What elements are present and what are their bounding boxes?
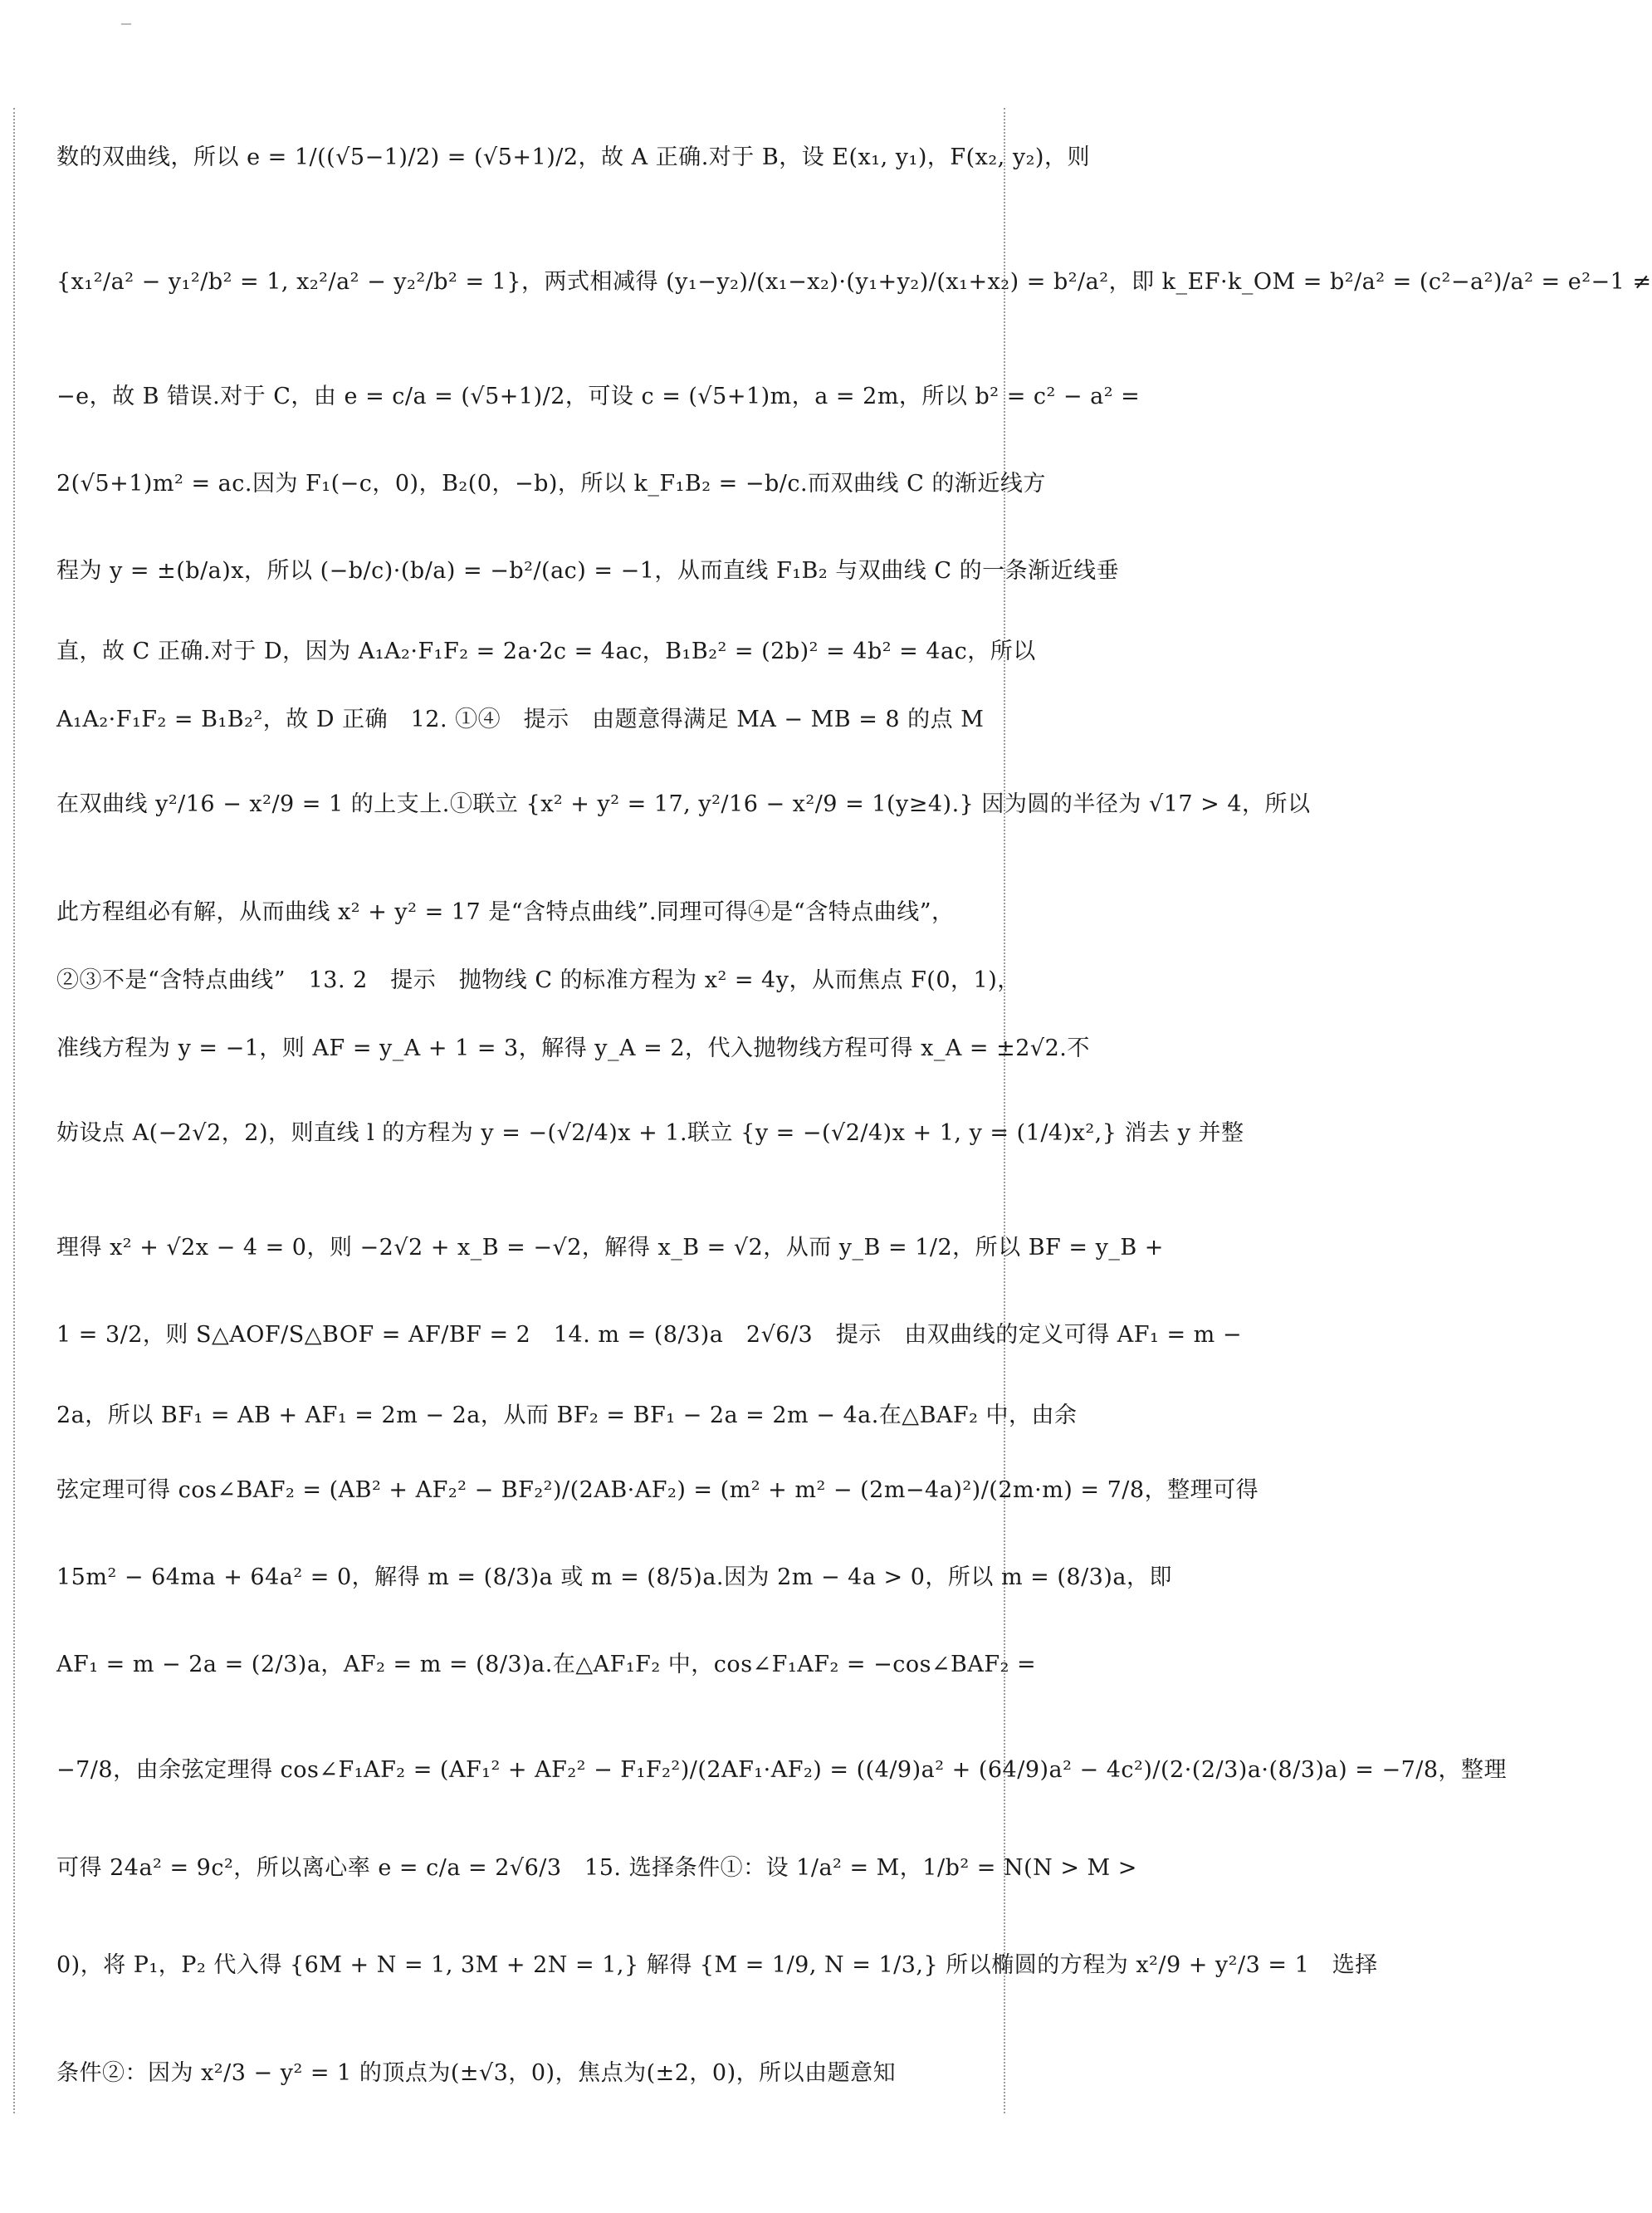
text-line: 数的双曲线，所以 e = 1/((√5−1)/2) = (√5+1)/2，故 A 正确.对于 B，设 E(x₁, y₁)，F(x₂, y₂)，则 — [56, 144, 1090, 170]
text-line: 可得 24a² = 9c²，所以离心率 e = c/a = 2√6/3 15. 选择条件①：设 1/a² = M，1/b² = N(N > M > — [56, 1855, 1137, 1881]
text-line: 0)，将 P₁，P₂ 代入得 {6M + N = 1, 3M + 2N = 1,} 解得 {M = 1/9, N = 1/3,} 所以椭圆的方程为 x²/9 + y²/3 = 1 选择 — [56, 1952, 1378, 1978]
text-line: 理得 x² + √2x − 4 = 0，则 −2√2 + x_B = −√2，解得 x_B = √2，从而 y_B = 1/2，所以 BF = y_B + — [56, 1235, 1164, 1261]
text-line: ②③不是“含特点曲线” 13. 2 提示 抛物线 C 的标准方程为 x² = 4y，从而焦点 F(0，1)， — [56, 967, 1020, 993]
text-line: 2(√5+1)m² = ac.因为 F₁(−c，0)，B₂(0，−b)，所以 k_F₁B₂ = −b/c.而双曲线 C 的渐近线方 — [56, 471, 1046, 497]
text-line: {x₁²/a² − y₁²/b² = 1, x₂²/a² − y₂²/b² = 1}，两式相减得 (y₁−y₂)/(x₁−x₂)·(y₁+y₂)/(x₁+x₂) = b²/a²，即 k_EF·k_OM = b²/a² = (c²−a²)/a² = e²−1 ≠ — [56, 269, 1652, 295]
text-line: 此方程组必有解，从而曲线 x² + y² = 17 是“含特点曲线”.同理可得④是“含特点曲线”， — [56, 899, 955, 925]
text-line: −7/8，由余弦定理得 cos∠F₁AF₂ = (AF₁² + AF₂² − F₁F₂²)/(2AF₁·AF₂) = ((4/9)a² + (64/9)a² − 4c²)/(2·(2/3)a·(8/3)a) = −7/8，整理 — [56, 1757, 1508, 1783]
solution-text-block — [56, 116, 1652, 2117]
text-line: 2a，所以 BF₁ = AB + AF₁ = 2m − 2a，从而 BF₂ = BF₁ − 2a = 2m − 4a.在△BAF₂ 中，由余 — [56, 1403, 1078, 1428]
text-line: 直，故 C 正确.对于 D，因为 A₁A₂·F₁F₂ = 2a·2c = 4ac，B₁B₂² = (2b)² = 4b² = 4ac，所以 — [56, 639, 1036, 664]
text-line: 1 = 3/2，则 S△AOF/S△BOF = AF/BF = 2 14. m = (8/3)a 2√6/3 提示 由双曲线的定义可得 AF₁ = m − — [56, 1322, 1242, 1348]
text-line: 在双曲线 y²/16 − x²/9 = 1 的上支上.①联立 {x² + y² = 17, y²/16 − x²/9 = 1(y≥4).} 因为圆的半径为 √17 > 4，所以 — [56, 791, 1311, 817]
left-dotted-border — [13, 108, 15, 2113]
text-line: AF₁ = m − 2a = (2/3)a，AF₂ = m = (8/3)a.在△AF₁F₂ 中，cos∠F₁AF₂ = −cos∠BAF₂ = — [56, 1652, 1037, 1677]
text-line: 弦定理可得 cos∠BAF₂ = (AB² + AF₂² − BF₂²)/(2AB·AF₂) = (m² + m² − (2m−4a)²)/(2m·m) = 7/8，整理可得 — [56, 1477, 1259, 1503]
text-line: 程为 y = ±(b/a)x，所以 (−b/c)·(b/a) = −b²/(ac) = −1，从而直线 F₁B₂ 与双曲线 C 的一条渐近线垂 — [56, 558, 1120, 584]
text-line: 准线方程为 y = −1，则 AF = y_A + 1 = 3，解得 y_A = 2，代入抛物线方程可得 x_A = ±2√2.不 — [56, 1036, 1090, 1061]
text-line: 妨设点 A(−2√2，2)，则直线 l 的方程为 y = −(√2/4)x + 1.联立 {y = −(√2/4)x + 1, y = (1/4)x²,} 消去 y 并整 — [56, 1120, 1244, 1146]
text-line: 15m² − 64ma + 64a² = 0，解得 m = (8/3)a 或 m = (8/5)a.因为 2m − 4a > 0，所以 m = (8/3)a，即 — [56, 1564, 1172, 1590]
text-line: A₁A₂·F₁F₂ = B₁B₂²，故 D 正确 12. ①④ 提示 由题意得满足 MA − MB = 8 的点 M — [56, 707, 985, 732]
text-line: 条件②：因为 x²/3 − y² = 1 的顶点为(±√3，0)，焦点为(±2，0)，所以由题意知 — [56, 2060, 897, 2086]
scan-mark — [121, 23, 131, 25]
text-line: −e，故 B 错误.对于 C，由 e = c/a = (√5+1)/2，可设 c = (√5+1)m，a = 2m，所以 b² = c² − a² = — [56, 384, 1141, 409]
